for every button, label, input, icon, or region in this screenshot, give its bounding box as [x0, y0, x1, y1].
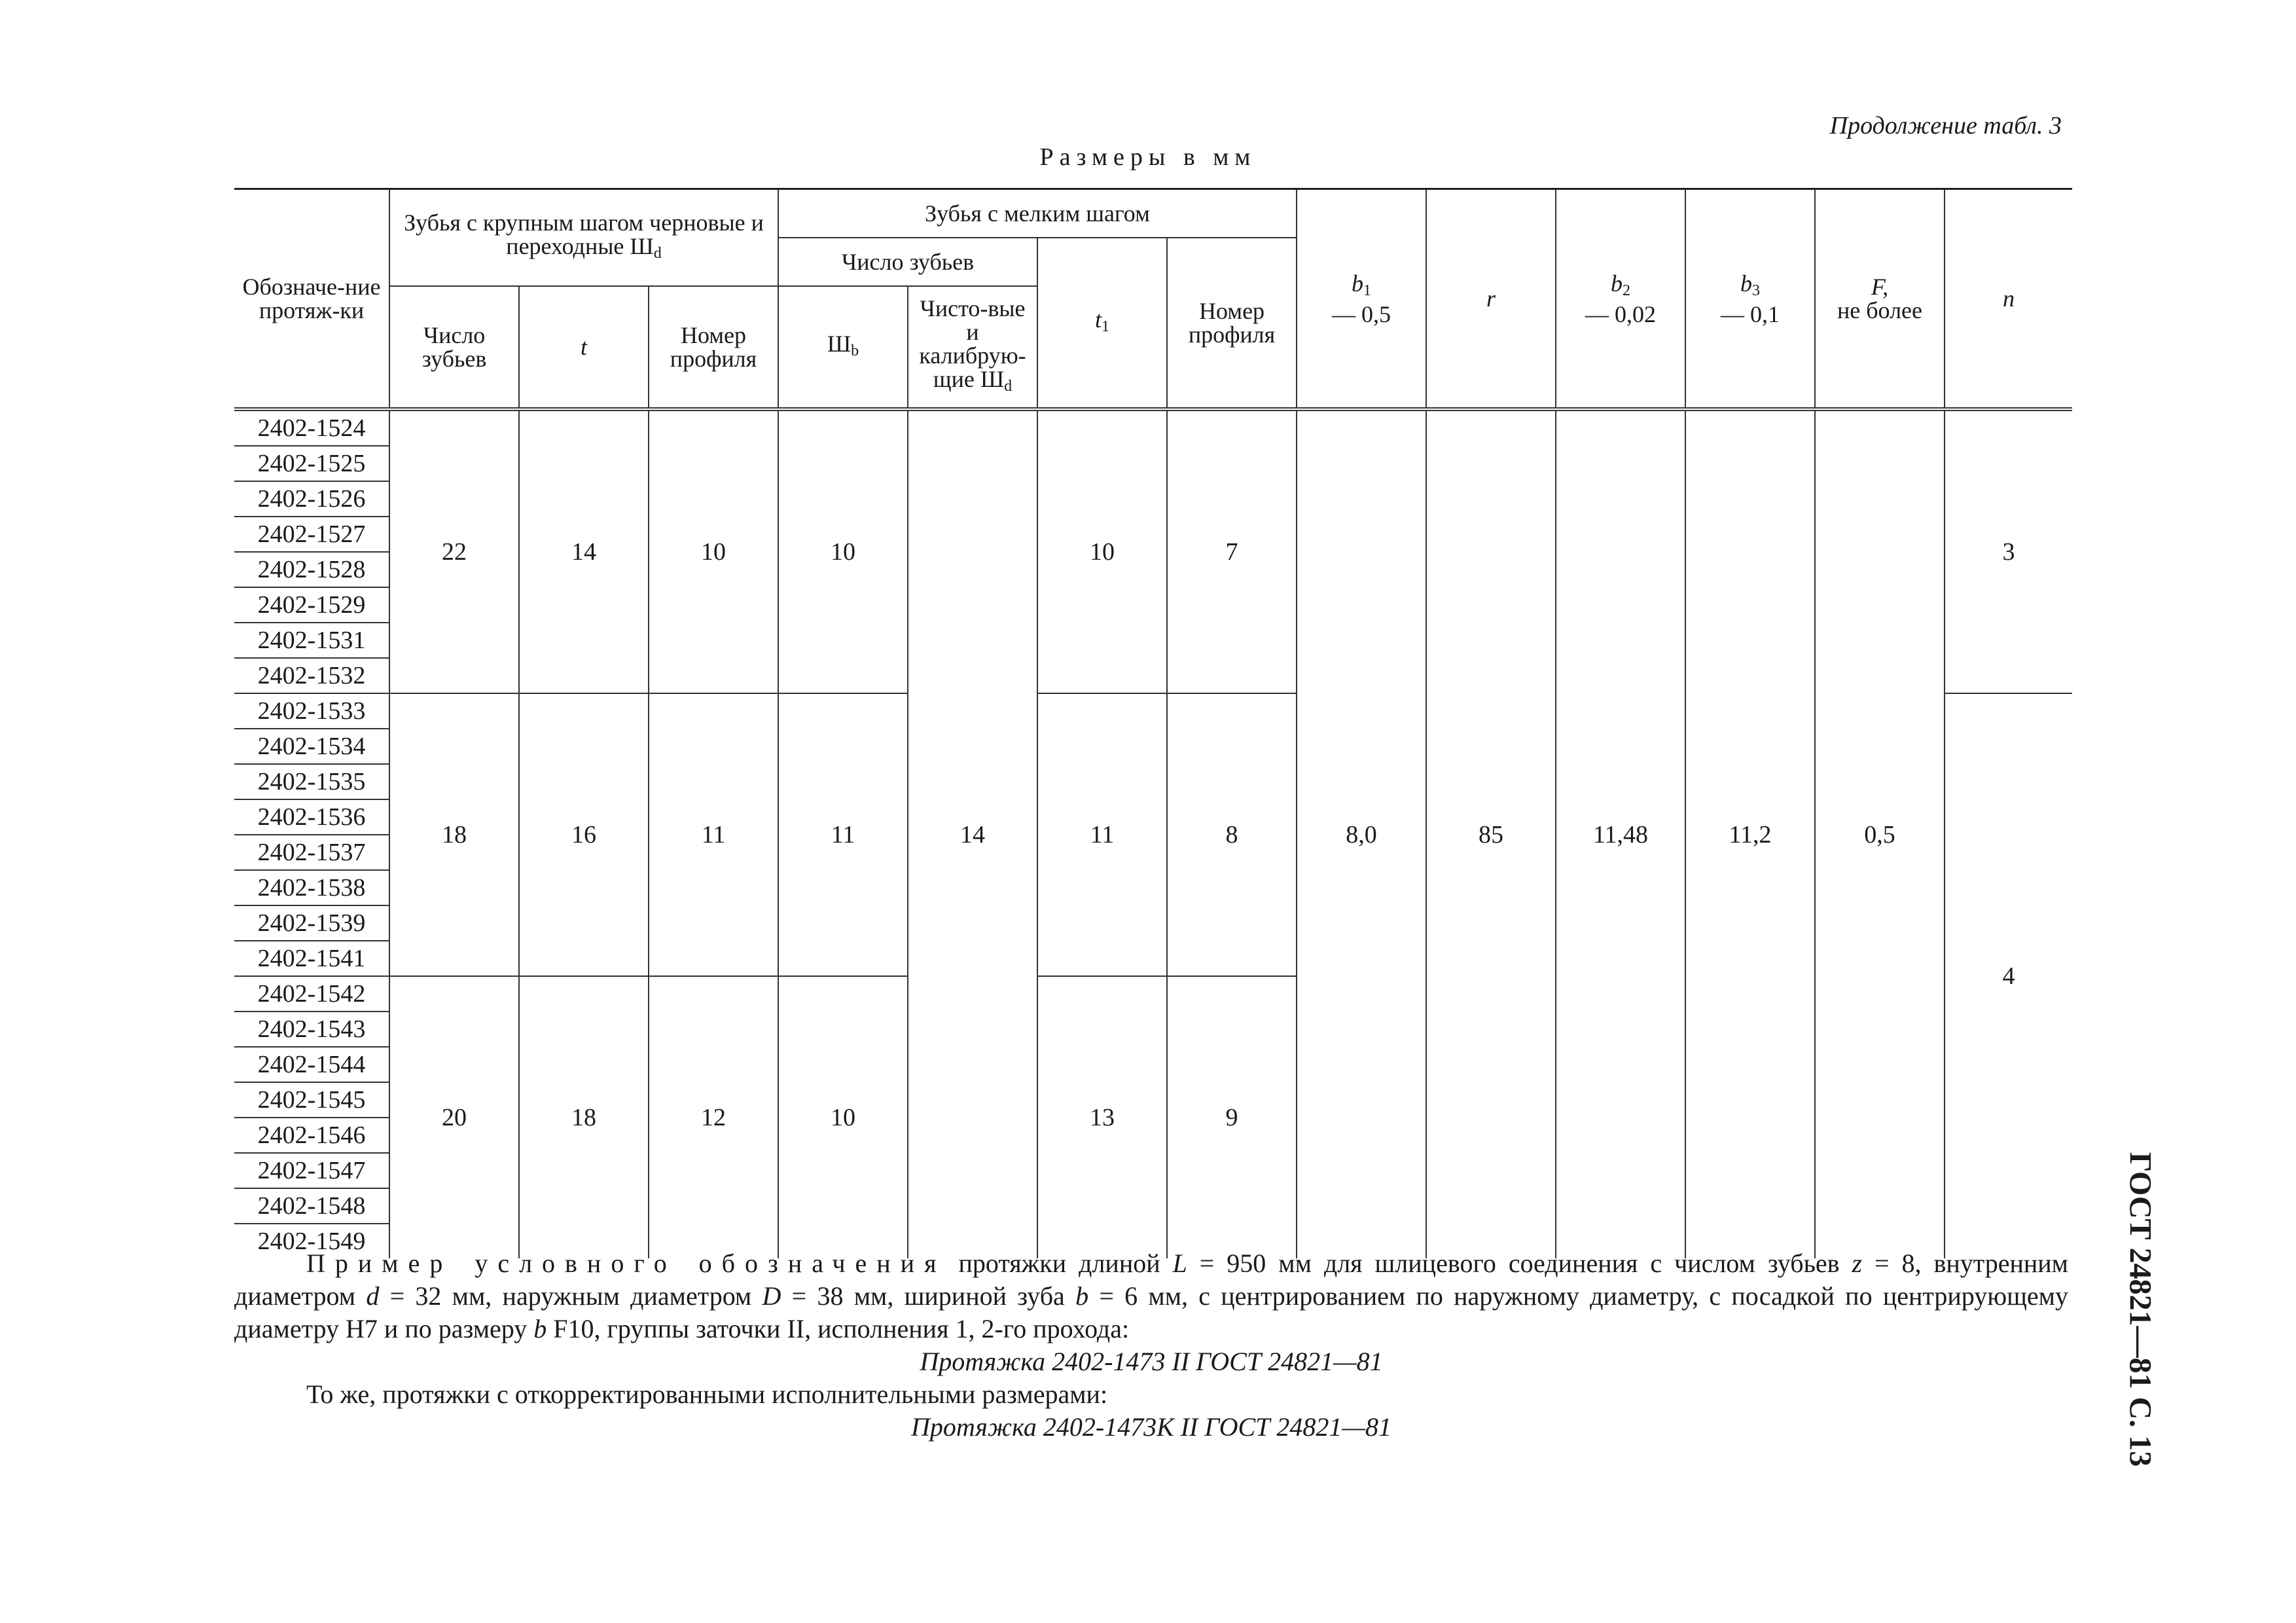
header-F: F, не более [1815, 189, 1945, 410]
t-cell: 16 [519, 693, 649, 976]
r-cell: 85 [1426, 409, 1556, 1258]
standard-side-text: ГОСТ 24821—81 С. 13 [2123, 1152, 2158, 1467]
units-label: Размеры в мм [1039, 143, 1257, 171]
header-profile-fine: Номер профиля [1167, 238, 1297, 409]
code-cell: 2402-1536 [234, 799, 389, 835]
code-cell: 2402-1538 [234, 870, 389, 905]
b2-cell: 11,48 [1556, 409, 1685, 1258]
continuation-label: Продолжение табл. 3 [1829, 112, 2062, 139]
profile-coarse-cell: 11 [649, 693, 778, 976]
code-cell: 2402-1537 [234, 835, 389, 870]
t1-cell: 13 [1037, 976, 1167, 1258]
dimensions-table [234, 188, 2072, 1258]
header-profile-coarse: Номер профиля [649, 286, 778, 409]
header-t: t [519, 286, 649, 409]
header-fine-group: Зубья с мелким шагом [778, 189, 1297, 238]
teeth-count-cell: 22 [389, 409, 519, 693]
finish-sh-d-cell: 14 [908, 409, 1037, 1258]
sh-b-cell: 11 [778, 693, 908, 976]
b3-cell: 11,2 [1685, 409, 1815, 1258]
code-cell: 2402-1527 [234, 517, 389, 552]
header-b1: $b_1$ — 0,5 [1297, 189, 1426, 410]
b1-cell: 8,0 [1297, 409, 1426, 1258]
code-cell: 2402-1533 [234, 693, 389, 729]
code-cell: 2402-1525 [234, 446, 389, 481]
code-cell: 2402-1541 [234, 941, 389, 976]
F-cell: 0,5 [1815, 409, 1945, 1258]
profile-coarse-cell: 10 [649, 409, 778, 693]
header-r: r [1426, 189, 1556, 410]
code-cell: 2402-1548 [234, 1188, 389, 1224]
t1-cell: 10 [1037, 409, 1167, 693]
code-cell: 2402-1539 [234, 905, 389, 941]
code-cell: 2402-1549 [234, 1224, 389, 1258]
code-cell: 2402-1542 [234, 976, 389, 1012]
code-cell: 2402-1529 [234, 587, 389, 623]
n-cell: 3 [1945, 409, 2072, 693]
code-cell: 2402-1524 [234, 409, 389, 446]
example-designation-1: Протяжка 2402-1473 II ГОСТ 24821—81 [920, 1347, 1383, 1376]
header-teeth-count-group: Число зубьев [778, 238, 1037, 286]
header-b3: $b_3$ — 0,1 [1685, 189, 1815, 410]
teeth-count-cell: 18 [389, 693, 519, 976]
profile-fine-cell: 7 [1167, 409, 1297, 693]
t-cell: 18 [519, 976, 649, 1258]
code-cell: 2402-1528 [234, 552, 389, 587]
profile-coarse-cell: 12 [649, 976, 778, 1258]
header-n: n [1945, 189, 2072, 410]
header-finish-sh-d: Чисто-вые и калибрую-щие $Ш_d$ [908, 286, 1037, 409]
code-cell: 2402-1535 [234, 764, 389, 799]
teeth-count-cell: 20 [389, 976, 519, 1258]
header-sh-b: $Ш_b$ [778, 286, 908, 409]
example-paragraph: Пример условного обозначения протяжки длиной L = 950 мм для шлицевого соединения с числом зубьев z = 8, внутренним диаметром d = 32 мм, наружным диаметром D = 38 мм, шириной зуба b = 6 мм, с центрированием по наружному диаметру, с посадкой по центрирующему диаметру H7 и по размеру b F10, группы заточки II, исполнения 1, 2-го прохода: [234, 1249, 2068, 1343]
example-title: Пример условного обозначения [306, 1249, 946, 1278]
corrected-paragraph: То же, протяжки с откорректированными исполнительными размерами: [306, 1379, 1108, 1409]
code-cell: 2402-1544 [234, 1047, 389, 1082]
sh-b-cell: 10 [778, 976, 908, 1258]
code-cell: 2402-1526 [234, 481, 389, 517]
header-b2: $b_2$ — 0,02 [1556, 189, 1685, 410]
header-teeth-count: Число зубьев [389, 286, 519, 409]
code-cell: 2402-1547 [234, 1153, 389, 1188]
code-cell: 2402-1532 [234, 658, 389, 693]
code-cell: 2402-1534 [234, 729, 389, 764]
t1-cell: 11 [1037, 693, 1167, 976]
header-coarse-group: Зубья с крупным шагом черновые и переходные $Ш_d$ [389, 189, 778, 287]
standard-side-label [2121, 1152, 2160, 1467]
header-t1: $t_1$ [1037, 238, 1167, 409]
n-cell: 4 [1945, 693, 2072, 1258]
profile-fine-cell: 9 [1167, 976, 1297, 1258]
profile-fine-cell: 8 [1167, 693, 1297, 976]
code-cell: 2402-1543 [234, 1012, 389, 1047]
code-cell: 2402-1545 [234, 1082, 389, 1118]
code-cell: 2402-1546 [234, 1118, 389, 1153]
example-designation-2: Протяжка 2402-1473К II ГОСТ 24821—81 [911, 1412, 1391, 1442]
header-designation: Обозначе-ние протяж-ки [234, 189, 389, 410]
t-cell: 14 [519, 409, 649, 693]
sh-b-cell: 10 [778, 409, 908, 693]
code-cell: 2402-1531 [234, 623, 389, 658]
